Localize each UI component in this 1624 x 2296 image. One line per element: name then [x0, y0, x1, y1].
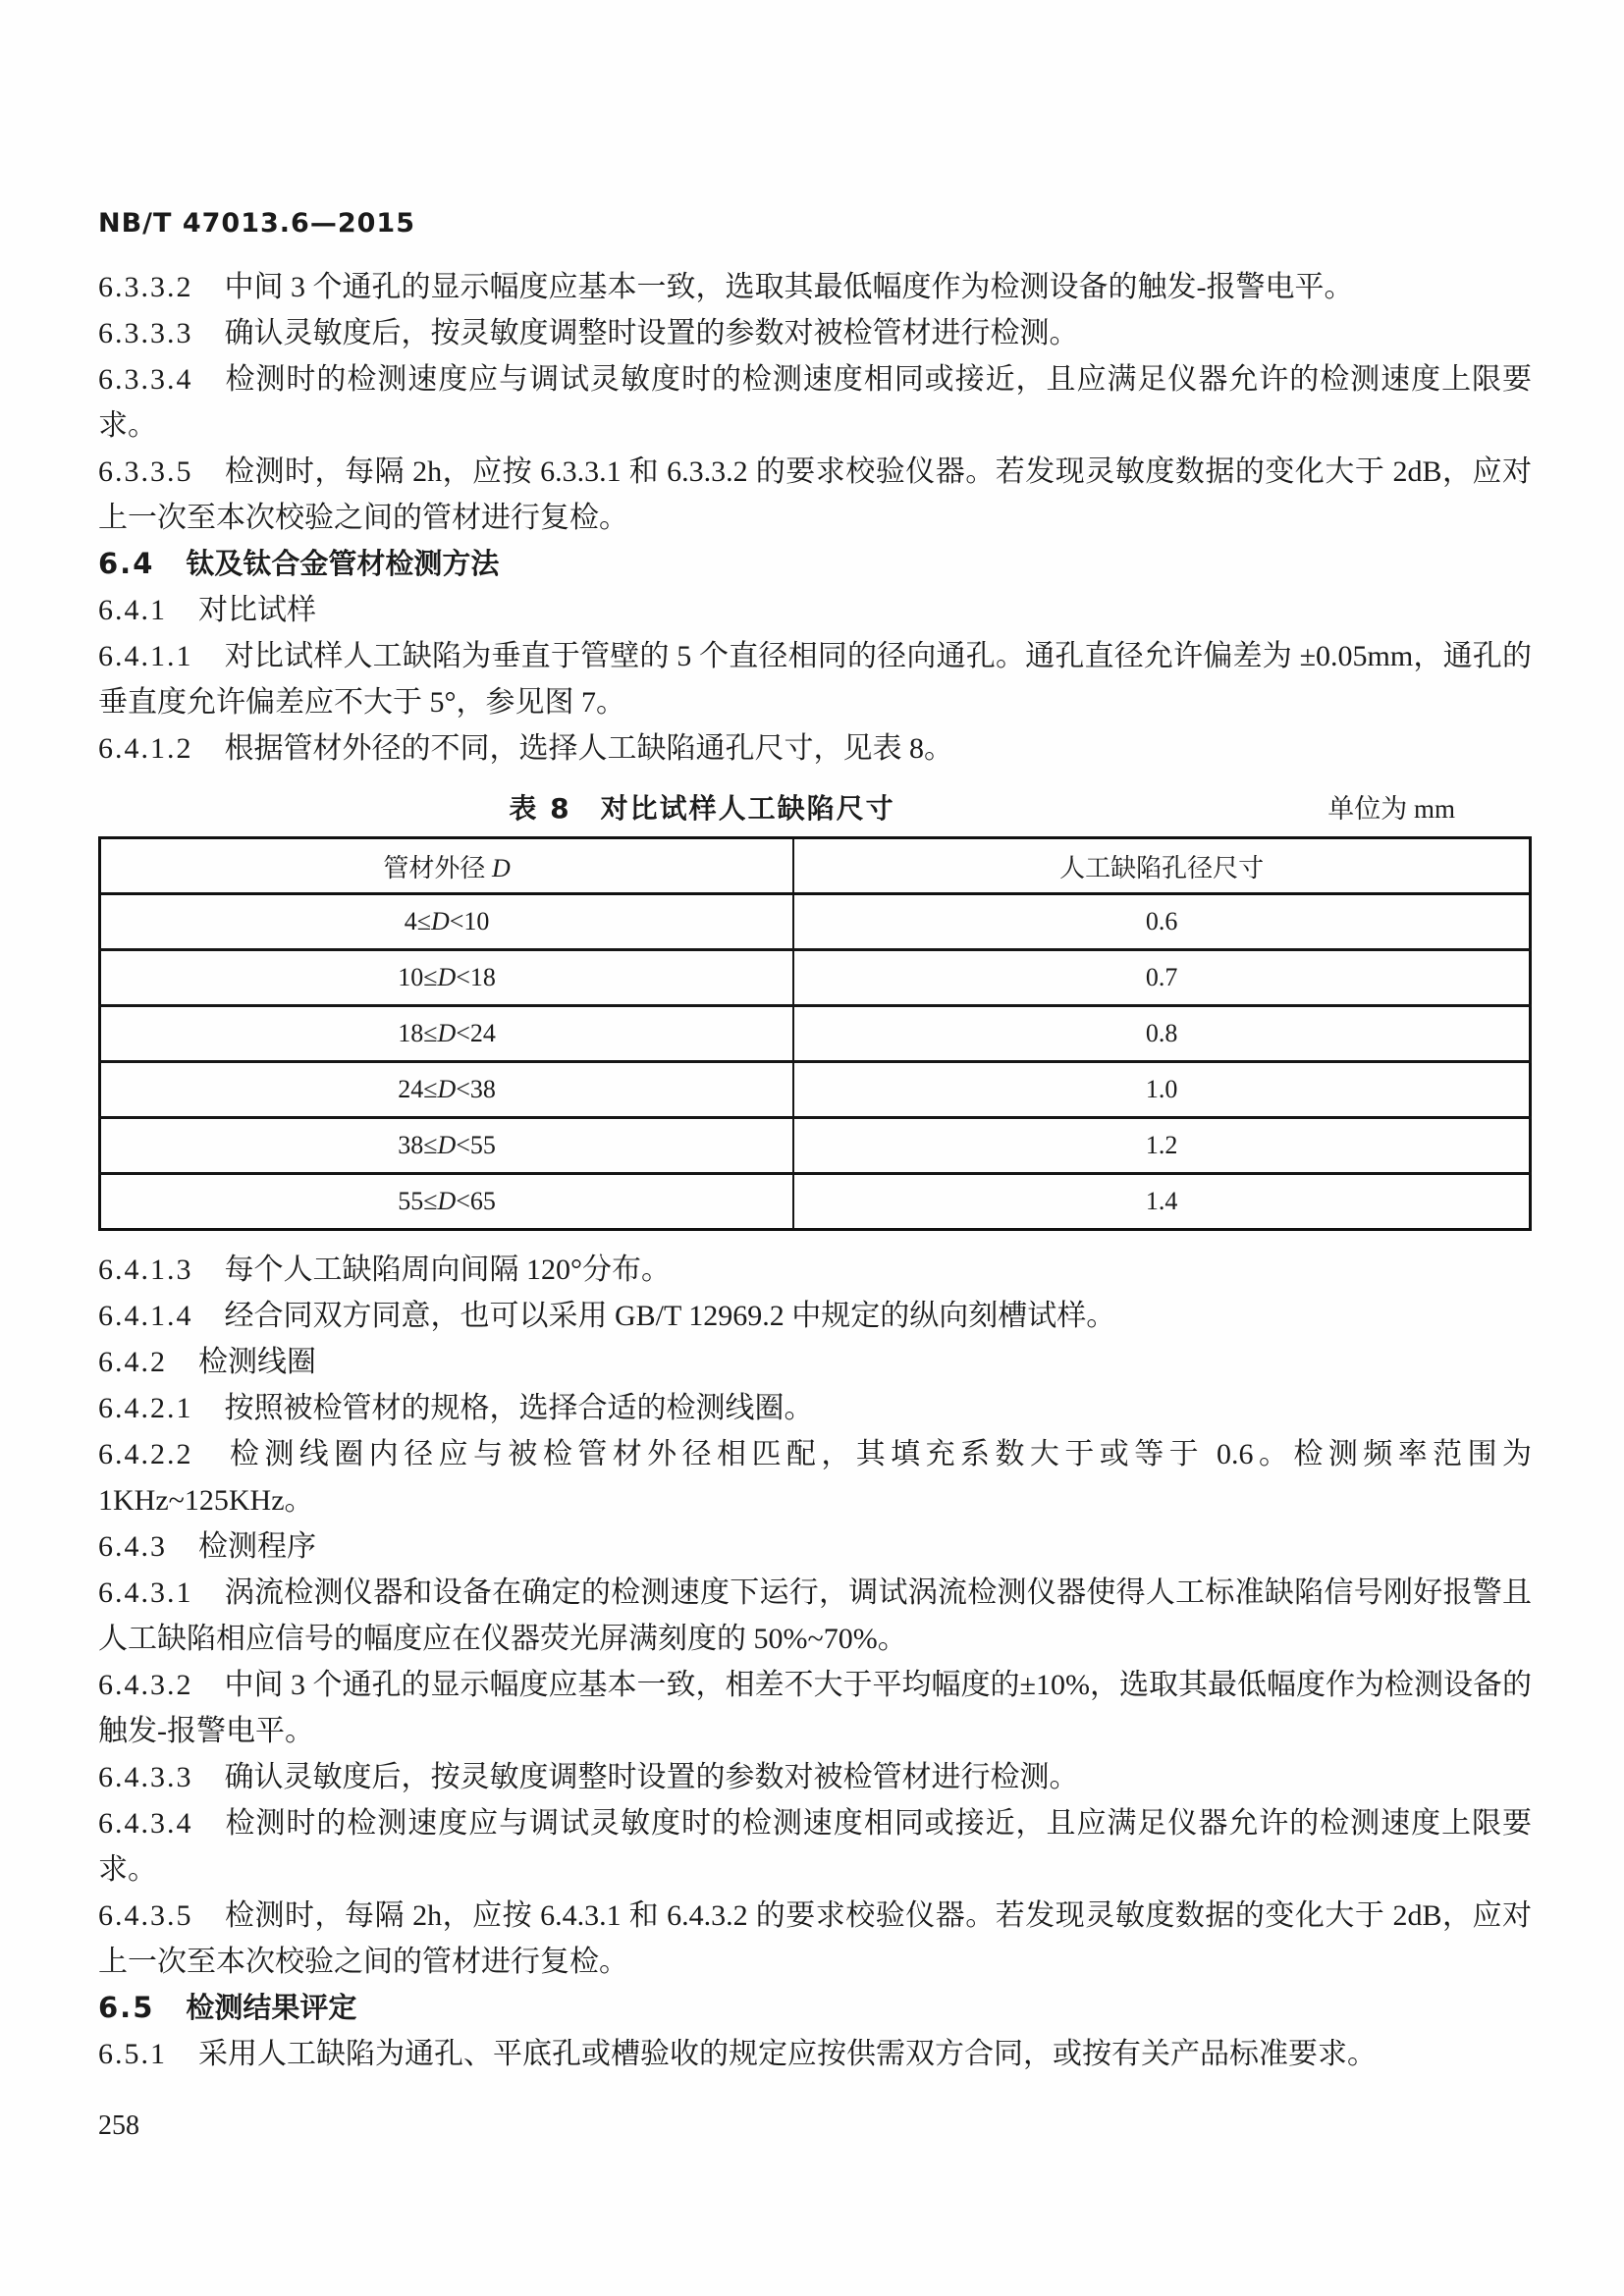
- clause-number: 6.4.2.2: [98, 1438, 193, 1470]
- cell-hole-size: 0.8: [793, 1006, 1530, 1062]
- clause-text: 检测结果评定: [186, 1991, 357, 2024]
- clause-number: 6.4: [98, 547, 155, 580]
- cell-hole-size: 0.6: [793, 894, 1530, 950]
- table-caption: 表 8 对比试样人工缺陷尺寸: [509, 792, 895, 825]
- clause-paragraph: [98, 1985, 1532, 2031]
- clause-text: 检测时，每隔 2h，应按 6.4.3.1 和 6.4.3.2 的要求校验仪器。若发现灵敏度数据的变化大于 2dB，应对上一次至本次校验之间的管材进行复检。: [98, 1899, 1532, 1978]
- clauses-after-table: [98, 1247, 1532, 2077]
- clause-paragraph: [98, 633, 1532, 725]
- table-row: [100, 950, 1531, 1006]
- table-body: [100, 894, 1531, 1230]
- clause-text: 每个人工缺陷周向间隔 120°分布。: [224, 1254, 671, 1286]
- cell-diameter-range: 18≤D<24: [100, 1006, 794, 1062]
- artificial-defect-size-table: [98, 836, 1532, 1231]
- clause-text: 钛及钛合金管材检测方法: [186, 547, 500, 580]
- clause-text: 检测时的检测速度应与调试灵敏度时的检测速度相同或接近，且应满足仪器允许的检测速度上限要求。: [98, 1807, 1532, 1886]
- cell-diameter-range: 4≤D<10: [100, 894, 794, 950]
- clause-text: 确认灵敏度后，按灵敏度调整时设置的参数对被检管材进行检测。: [224, 317, 1079, 349]
- clause-number: 6.4.3.2: [98, 1669, 193, 1701]
- table-caption-row: [98, 787, 1532, 830]
- clause-paragraph: [98, 1662, 1532, 1754]
- clause-paragraph: [98, 1293, 1532, 1339]
- clause-number: 6.4.3.1: [98, 1576, 193, 1609]
- clause-number: 6.4.3: [98, 1530, 167, 1563]
- clause-text: 检测线圈内径应与被检管材外径相匹配，其填充系数大于或等于 0.6。检测频率范围为 1KHz~125KHz。: [98, 1438, 1532, 1517]
- clause-paragraph: [98, 1247, 1532, 1293]
- clause-text: 中间 3 个通孔的显示幅度应基本一致，相差不大于平均幅度的±10%，选取其最低幅度作为检测设备的触发-报警电平。: [98, 1669, 1532, 1747]
- clause-text: 对比试样: [198, 594, 316, 626]
- clause-number: 6.3.3.4: [98, 363, 193, 396]
- clause-paragraph: [98, 541, 1532, 587]
- clause-number: 6.4.2: [98, 1346, 167, 1378]
- clause-text: 检测时，每隔 2h，应按 6.3.3.1 和 6.3.3.2 的要求校验仪器。若发现灵敏度数据的变化大于 2dB，应对上一次至本次校验之间的管材进行复检。: [98, 455, 1532, 534]
- clause-paragraph: [98, 264, 1532, 310]
- clause-text: 确认灵敏度后，按灵敏度调整时设置的参数对被检管材进行检测。: [224, 1761, 1079, 1793]
- clause-paragraph: [98, 1523, 1532, 1570]
- clause-text: 对比试样人工缺陷为垂直于管壁的 5 个直径相同的径向通孔。通孔直径允许偏差为 ±0.05mm，通孔的垂直度允许偏差应不大于 5°，参见图 7。: [98, 640, 1532, 719]
- clause-number: 6.3.3.5: [98, 455, 193, 488]
- clause-number: 6.4.3.3: [98, 1761, 193, 1793]
- clause-text: 中间 3 个通孔的显示幅度应基本一致，选取其最低幅度作为检测设备的触发-报警电平。: [224, 271, 1354, 303]
- table-row: [100, 894, 1531, 950]
- clause-paragraph: [98, 310, 1532, 356]
- clause-paragraph: [98, 1431, 1532, 1523]
- table-unit-label: 单位为 mm: [1327, 794, 1455, 824]
- clause-number: 6.3.3.2: [98, 271, 193, 303]
- table-row: [100, 1174, 1531, 1230]
- clauses-before-table: [98, 264, 1532, 772]
- cell-hole-size: 0.7: [793, 950, 1530, 1006]
- clause-paragraph: [98, 2031, 1532, 2077]
- clause-text: 检测时的检测速度应与调试灵敏度时的检测速度相同或接近，且应满足仪器允许的检测速度上限要求。: [98, 363, 1532, 442]
- clause-paragraph: [98, 449, 1532, 541]
- table-row: [100, 1062, 1531, 1118]
- clause-number: 6.4.2.1: [98, 1392, 193, 1424]
- cell-diameter-range: 24≤D<38: [100, 1062, 794, 1118]
- clause-text: 经合同双方同意，也可以采用 GB/T 12969.2 中规定的纵向刻槽试样。: [224, 1300, 1116, 1332]
- cell-diameter-range: 38≤D<55: [100, 1118, 794, 1174]
- table-row: [100, 1006, 1531, 1062]
- clause-paragraph: [98, 725, 1532, 772]
- table-row: [100, 1118, 1531, 1174]
- clause-number: 6.4.1.2: [98, 732, 193, 765]
- clause-paragraph: [98, 1754, 1532, 1800]
- clause-number: 6.3.3.3: [98, 317, 193, 349]
- clause-text: 按照被检管材的规格，选择合适的检测线圈。: [224, 1392, 814, 1424]
- clause-text: 涡流检测仪器和设备在确定的检测速度下运行，调试涡流检测仪器使得人工标准缺陷信号刚好报警且人工缺陷相应信号的幅度应在仪器荧光屏满刻度的 50%~70%。: [98, 1576, 1532, 1655]
- page-number: 258: [98, 2110, 139, 2141]
- cell-diameter-range: 10≤D<18: [100, 950, 794, 1006]
- clause-paragraph: [98, 356, 1532, 449]
- clause-number: 6.4.3.4: [98, 1807, 193, 1840]
- cell-hole-size: 1.4: [793, 1174, 1530, 1230]
- clause-text: 采用人工缺陷为通孔、平底孔或槽验收的规定应按供需双方合同，或按有关产品标准要求。: [198, 2038, 1377, 2070]
- clause-paragraph: [98, 1570, 1532, 1662]
- clause-paragraph: [98, 1800, 1532, 1893]
- cell-hole-size: 1.2: [793, 1118, 1530, 1174]
- clause-paragraph: [98, 587, 1532, 633]
- clause-paragraph: [98, 1385, 1532, 1431]
- clause-text: 检测程序: [198, 1530, 316, 1563]
- column-header-hole-size: 人工缺陷孔径尺寸: [793, 838, 1530, 894]
- clause-paragraph: [98, 1893, 1532, 1985]
- clause-number: 6.4.3.5: [98, 1899, 193, 1932]
- cell-hole-size: 1.0: [793, 1062, 1530, 1118]
- cell-diameter-range: 55≤D<65: [100, 1174, 794, 1230]
- clause-text: 根据管材外径的不同，选择人工缺陷通孔尺寸，见表 8。: [224, 732, 953, 765]
- standard-number: NB/T 47013.6—2015: [98, 208, 415, 239]
- clause-number: 6.4.1: [98, 594, 167, 626]
- clause-number: 6.5: [98, 1991, 155, 2024]
- clause-number: 6.4.1.4: [98, 1300, 193, 1332]
- table-header-row: [100, 838, 1531, 894]
- clause-paragraph: [98, 1339, 1532, 1385]
- column-header-outer-diameter: 管材外径 D: [100, 838, 794, 894]
- clause-text: 检测线圈: [198, 1346, 316, 1378]
- table-8-block: [98, 787, 1532, 1231]
- clause-number: 6.4.1.3: [98, 1254, 193, 1286]
- clause-number: 6.5.1: [98, 2038, 167, 2070]
- clause-number: 6.4.1.1: [98, 640, 193, 672]
